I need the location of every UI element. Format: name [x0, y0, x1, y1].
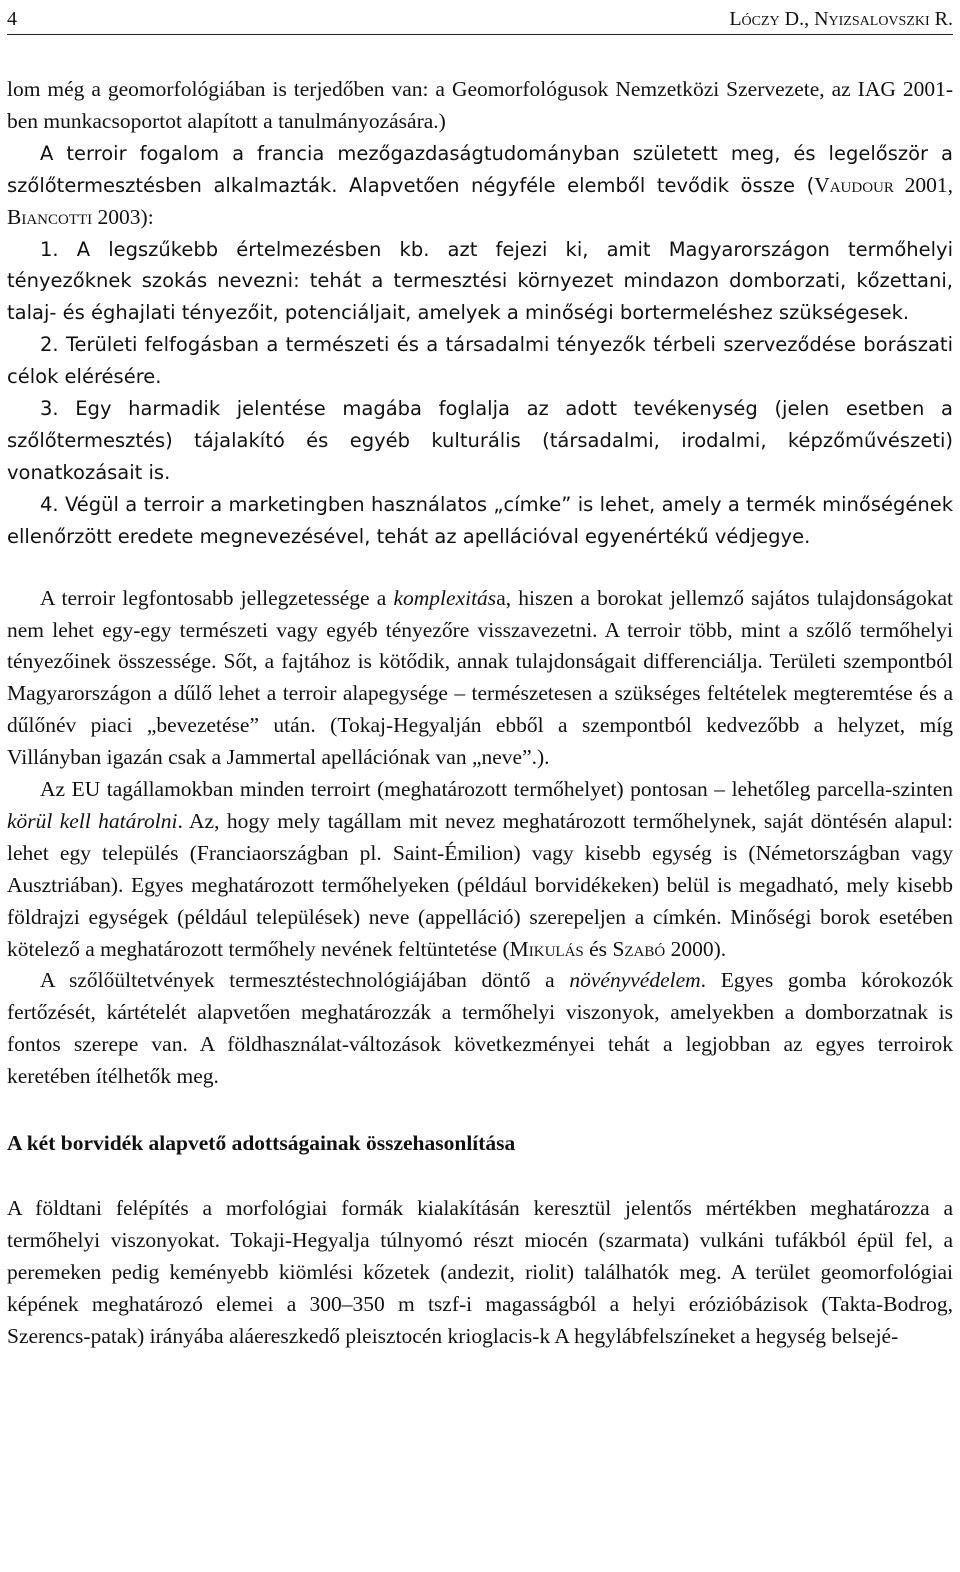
- list-item: 4. Végül a terroir a marketingben használatos „címke” is lehet, amely a termék minőségének ellenőrzött eredete megnevezésével, tehát az apellációval egyenértékű védjegye.: [7, 492, 953, 548]
- emphasis: komplexitás: [393, 585, 497, 610]
- list-item: 3. Egy harmadik jelentése magába foglalja az adott tevékenység (jelen esetben a szőlőtermesztés) tájalakító és egyéb kulturális (társadalmi, irodalmi, képzőművészeti) vonatkozásait is.: [7, 397, 953, 484]
- citation-author: Szabó: [612, 936, 666, 961]
- paragraph: Az EU tagállamokban minden terroirt (meghatározott termőhelyet) pontosan – lehetőleg parcella-szinten körül kell határolni. Az, hogy mely tagállam mit nevez meghatározott termőhelynek, saját döntésén alapul: lehet egy település (Franciaországban pl. Saint-Émilion) vagy kisebb egység is (Németországban vagy Ausztriában). Egyes meghatározott termőhelyeken (például borvidékeken) belül is megadható, mely kisebb földrajzi egységek (például települések) neve (appelláció) szerepeljen a címkén. Minőségi borok esetében kötelező a meghatározott termőhely nevének feltüntetése (Mikulás és Szabó 2000).: [7, 777, 953, 961]
- citation-author: Vaudour: [814, 172, 894, 197]
- running-head: Lóczy D., Nyizsalovszki R.: [729, 8, 953, 30]
- section-heading: A két borvidék alapvető adottságainak összehasonlítása: [7, 1131, 516, 1156]
- list-item: 2. Területi felfogásban a természeti és a társadalmi tényezők térbeli szerveződése borászati célok elérésére.: [7, 333, 953, 389]
- page-header: [7, 4, 953, 35]
- paragraph: A szőlőültetvények termesztéstechnológiájában döntő a növényvédelem. Egyes gomba kórokozók fertőzését, kártételét alapvetően meghatározzák a termőhelyi viszonyok, amelyekben a domborzatnak is fontos szerepe van. A földhasználat-változások következményei tehát a legjobban az egyes terroirok keretében ítélhetők meg.: [7, 968, 953, 1089]
- body-text: [7, 74, 953, 1353]
- paragraph: lom még a geomorfológiában is terjedőben van: a Geomorfológusok Nemzetközi Szervezete, az IAG 2001-ben munkacsoportot alapított a tanulmányozására.): [7, 77, 953, 133]
- citation-author: Mikulás: [509, 936, 584, 961]
- page-number: 4: [7, 8, 17, 30]
- emphasis: körül kell határolni: [7, 808, 178, 833]
- citation-author: Biancotti: [7, 204, 93, 229]
- emphasis: növényvédelem: [569, 968, 701, 993]
- paragraph: A földtani felépítés a morfológiai formák kialakításán keresztül jelentős mértékben meghatározza a termőhelyi viszonyokat. Tokaji-Hegyalja túlnyomó részt miocén (szarmata) vulkáni tufákból épül fel, a peremeken pedig keményebb kiömlési kőzetek (andezit, riolit) találhatók meg. A terület geomorfológiai képének meghatározó elemei a 300–350 m tszf-i magasságból a helyi erózióbázisok (Takta-Bodrog, Szerencs-patak) irányába aláereszkedő pleisztocén krioglacis-k A hegylábfelszíneket a hegység belsejé-: [7, 1196, 953, 1348]
- list-item: 1. A legszűkebb értelmezésben kb. azt fejezi ki, amit Magyarországon termőhelyi tényezőknek szokás nevezni: tehát a termesztési környezet mindazon domborzati, kőzettani, talaj- és éghajlati tényezőit, potenciáljait, amelyek a minőségi bortermeléshez szükségesek.: [7, 237, 953, 325]
- paragraph: A terroir fogalom a francia mezőgazdaságtudományban született meg, és legelőször a szőlőtermesztésben alkalmazták. Alapvetően négyféle elemből tevődik össze (Vaudour 2001, Biancotti 2003):: [7, 141, 953, 229]
- paragraph: A terroir legfontosabb jellegzetessége a komplexitása, hiszen a borokat jellemző sajátos tulajdonságokat nem lehet egy-egy természeti vagy egyéb tényezőre visszavezetni. A terroir több, mint a szőlő termőhelyi tényezőinek összessége. Sőt, a fajtához is kötődik, annak tulajdonságait differenciálja. Területi szempontból Magyarországon a dűlő lehet a terroir alapegysége – természetesen a szükséges feltételek megteremtése és a dűlőnév piaci „bevezetése” után. (Tokaj-Hegyalján ebből a szempontból kedvezőbb a helyzet, míg Villányban igazán csak a Jammertal apellációnak van „neve”.).: [7, 585, 953, 770]
